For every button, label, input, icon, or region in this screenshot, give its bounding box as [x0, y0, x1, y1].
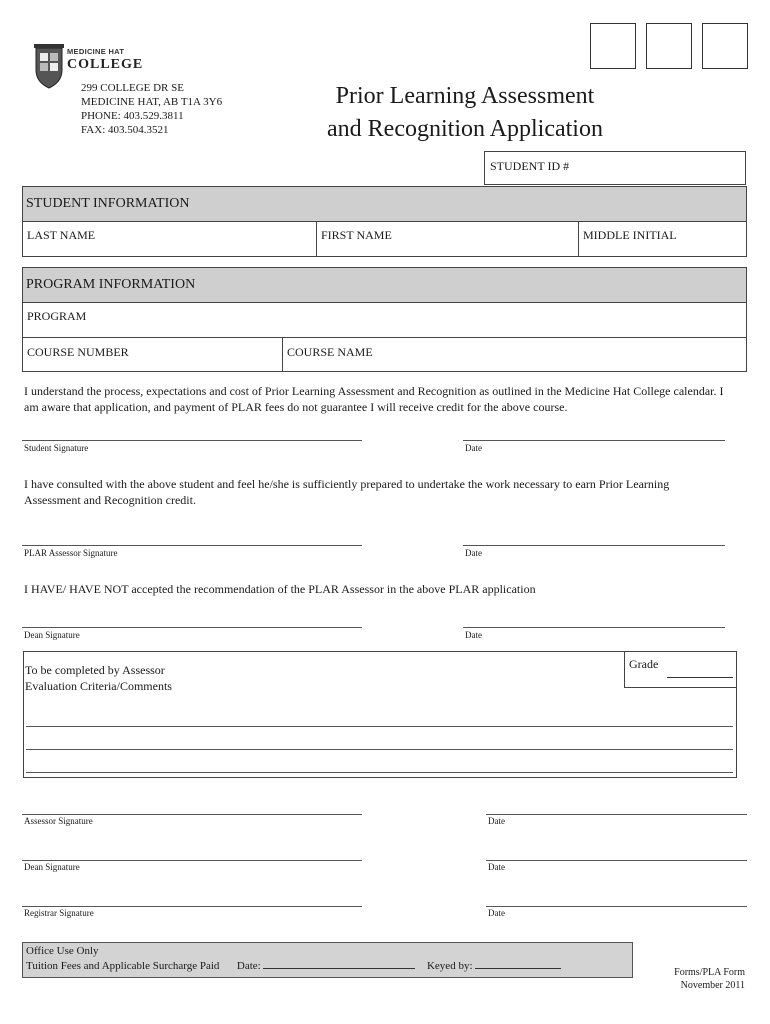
dean-date-line[interactable] — [463, 627, 725, 628]
plar-assessor-date-label: Date — [465, 548, 482, 558]
comments-line-3[interactable] — [26, 772, 733, 773]
fees-paid-label: Tuition Fees and Applicable Surcharge Paid — [26, 960, 220, 972]
grade-label: Grade — [629, 657, 659, 671]
dean2-signature-label: Dean Signature — [24, 862, 80, 872]
student-info-section — [22, 186, 747, 257]
student-date-label: Date — [465, 443, 482, 453]
assessor-box-heading: To be completed by Assessor — [25, 663, 165, 677]
grade-box — [624, 651, 737, 688]
assessor-signature-label: Assessor Signature — [24, 816, 93, 826]
office-use-heading: Office Use Only — [26, 945, 99, 957]
dean-signature-line[interactable] — [22, 627, 362, 628]
middle-initial-field[interactable] — [579, 222, 746, 256]
footer-line2: November 2011 — [680, 980, 745, 991]
assessor-date-line[interactable] — [486, 814, 747, 815]
last-name-label: LAST NAME — [27, 228, 96, 242]
dean-statement: I HAVE/ HAVE NOT accepted the recommendation of the PLAR Assessor in the above PLAR application — [24, 582, 536, 596]
course-number-label: COURSE NUMBER — [27, 345, 129, 359]
address-line: PHONE: 403.529.3811 — [81, 110, 184, 122]
program-field[interactable] — [23, 303, 746, 338]
student-statement: I understand the process, expectations and cost of Prior Learning Assessment and Recognition as outlined in the Medicine Hat College calendar. I am aware that application, and payment of PLAR fees do not guarantee I will receive credit for the above course. — [24, 384, 724, 414]
dean2-date-line[interactable] — [486, 860, 747, 861]
address-line: MEDICINE HAT, AB T1A 3Y6 — [81, 96, 223, 108]
comments-line-2[interactable] — [26, 749, 733, 750]
program-info-section — [22, 267, 747, 372]
office-fees-row — [26, 958, 632, 973]
comments-line-1[interactable] — [26, 726, 733, 727]
address-line: 299 COLLEGE DR SE — [81, 82, 184, 94]
dean2-signature-line[interactable] — [22, 860, 362, 861]
student-date-line[interactable] — [463, 440, 725, 441]
student-signature-label: Student Signature — [24, 443, 89, 453]
first-name-label: FIRST NAME — [321, 228, 392, 242]
keyed-by-label: Keyed by: — [426, 960, 473, 972]
program-info-heading: PROGRAM INFORMATION — [23, 268, 746, 303]
form-title — [300, 80, 630, 146]
dean2-date-label: Date — [488, 862, 505, 872]
course-name-label: COURSE NAME — [287, 345, 373, 359]
dean-signature-label: Dean Signature — [24, 630, 80, 640]
student-id-label: STUDENT ID # — [490, 159, 570, 173]
middle-initial-label: MIDDLE INITIAL — [583, 228, 677, 242]
title-line2: and Recognition Application — [327, 116, 603, 142]
office-box-3[interactable] — [702, 23, 748, 69]
registrar-signature-line[interactable] — [22, 906, 362, 907]
grade-input-line[interactable] — [667, 677, 733, 678]
program-label: PROGRAM — [27, 309, 87, 323]
office-box-2[interactable] — [646, 23, 692, 69]
student-signature-line[interactable] — [22, 440, 362, 441]
plar-assessor-signature-label: PLAR Assessor Signature — [24, 548, 118, 558]
registrar-date-line[interactable] — [486, 906, 747, 907]
office-box-1[interactable] — [590, 23, 636, 69]
plar-assessor-date-line[interactable] — [463, 545, 725, 546]
office-date-line[interactable] — [263, 958, 415, 969]
registrar-date-label: Date — [488, 908, 505, 918]
footer-line1: Forms/PLA Form — [674, 967, 745, 978]
last-name-field[interactable] — [23, 222, 317, 256]
assessor-signature-line[interactable] — [22, 814, 362, 815]
college-address — [81, 81, 222, 137]
college-crest-icon — [34, 44, 64, 90]
office-date-label: Date: — [236, 960, 261, 972]
student-id-field[interactable] — [484, 151, 746, 185]
registrar-signature-label: Registrar Signature — [24, 908, 94, 918]
address-line: FAX: 403.504.3521 — [81, 124, 169, 136]
dean-date-label: Date — [465, 630, 482, 640]
first-name-field[interactable] — [317, 222, 579, 256]
course-number-field[interactable] — [23, 338, 283, 371]
assessor-box-subheading: Evaluation Criteria/Comments — [25, 679, 172, 693]
assessor-date-label: Date — [488, 816, 505, 826]
student-info-heading: STUDENT INFORMATION — [23, 187, 746, 222]
logo-line2: COLLEGE — [67, 57, 144, 72]
plar-assessor-signature-line[interactable] — [22, 545, 362, 546]
assessor-statement: I have consulted with the above student and feel he/she is sufficiently prepared to undertake the work necessary to earn Prior Learning Assessment and Recognition credit. — [24, 477, 670, 507]
keyed-by-line[interactable] — [475, 958, 561, 969]
course-name-field[interactable] — [283, 338, 746, 371]
office-use-box — [22, 942, 633, 978]
logo-line1: MEDICINE HAT — [67, 47, 125, 56]
form-footer — [630, 966, 745, 992]
title-line1: Prior Learning Assessment — [335, 83, 595, 109]
